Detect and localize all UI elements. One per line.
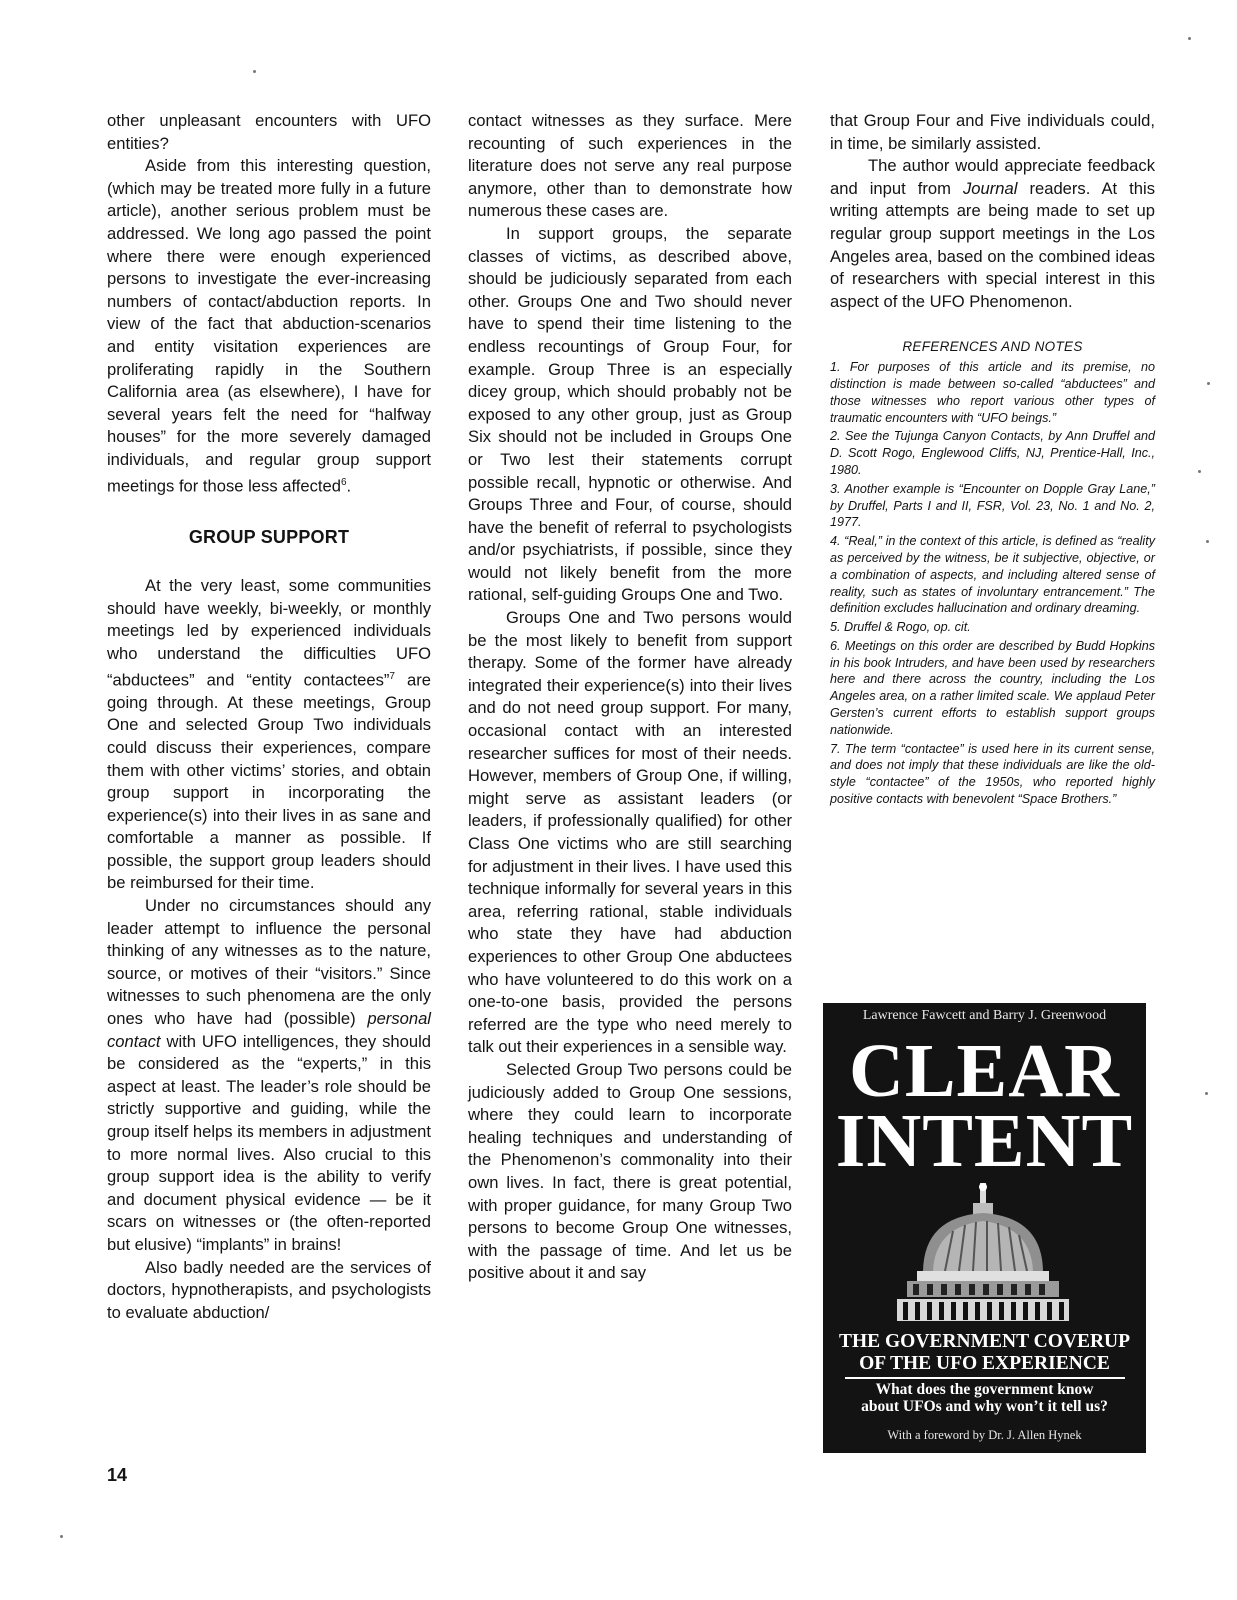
section-heading: GROUP SUPPORT xyxy=(188,526,350,547)
ad-subtitle-line-1: THE GOVERNMENT COVERUP xyxy=(838,1331,1131,1352)
footnote-ref: 7 xyxy=(389,670,395,682)
ad-question-line-1: What does the government know xyxy=(875,1381,1094,1398)
emphasis-text: personal contact xyxy=(107,1009,431,1051)
paragraph-text: with UFO intelligences, they should be considered as the “experts,” in this aspect at least. The leader’s role should be strictly supportive and guiding, while the group itself helps its members in adjustment to more normal lives. Also crucial to this group support idea is the ability to verify and document physical evidence — be it scars on witnesses or (the often-reported but elusive) “implants” in brains! xyxy=(107,1031,431,1254)
reference-item: 4. “Real,” in the context of this article, is defined as “reality as perceived by the witness, be it subjective, objective, or a combination of aspects, and including altered sense of reality, such as states of involuntary entrancement.” The definition excludes hallucination and ordinary dreaming. xyxy=(830,534,1155,616)
reference-item: 7. The term “contactee” is used here in its current sense, and does not imply that these individuals are like the old-style “contactee” of the 1950s, who reported highly positive contacts with benevolent “Space Brothers.” xyxy=(830,741,1155,807)
ad-question xyxy=(823,1381,1146,1415)
reference-item: 2. See the Tujunga Canyon Contacts, by Ann Druffel and D. Scott Rogo, Englewood Cliffs, NJ, Prentice-Hall, Inc., 1980. xyxy=(830,429,1155,477)
footnote-ref: 6 xyxy=(340,476,347,488)
emphasis-text: Journal xyxy=(962,178,1018,198)
ad-title-line-1: CLEAR xyxy=(848,1029,1121,1113)
scan-speck xyxy=(1188,37,1191,40)
reference-item: 6. Meetings on this order are described by Budd Hopkins in his book Intruders, and have been used by researchers here and there across the country, including the Los Angeles area, on a rather limited scale. We applaud Peter Gersten’s current efforts to establish support groups nationwide. xyxy=(830,638,1155,737)
scan-speck xyxy=(60,1535,63,1538)
paragraph: Selected Group Two persons could be judiciously added to Group One sessions, where they could learn to incorporate healing techniques and understanding of the Phenomenon’s commonality into their own lives. In fact, there is great potential, with proper guidance, for many Group Two persons to become Group One witnesses, with the passage of time. And let us be positive about it and say xyxy=(468,1059,792,1283)
ad-subtitle-line-2: OF THE UFO EXPERIENCE xyxy=(859,1353,1110,1374)
paragraph xyxy=(830,155,1155,313)
paragraph-text: readers. At this writing attempts are being made to set up regular group support meetings in the Los Angeles area, based on the combined ideas of researchers with special interest in this aspect of the UFO Phenomenon. xyxy=(830,178,1155,311)
paragraph-text: At the very least, some communities should have weekly, bi-weekly, or monthly meetings led by experienced individuals who understand the difficulties UFO “abductees” and “entity contactees” xyxy=(107,576,431,690)
paragraph: contact witnesses as they surface. Mere recounting of such experiences in the literature does not serve any real purpose anymore, other than to demonstrate how numerous these cases are. xyxy=(468,111,792,221)
book-advertisement xyxy=(823,1003,1146,1453)
article-column-1 xyxy=(107,110,431,1324)
reference-item: 3. Another example is “Encounter on Dopple Gray Lane,” by Druffel, Parts I and II, FSR, Vol. 23, No. 1 and No. 2, 1977. xyxy=(830,481,1155,530)
references-section xyxy=(830,339,1155,808)
reference-item: 1. For purposes of this article and its premise, no distinction is made between so-called “abductees” and those witnesses who report various other types of traumatic encounters with “UFO beings.” xyxy=(830,360,1155,425)
paragraph: Also badly needed are the services of doctors, hypnotherapists, and psychologists to evaluate abduction/ xyxy=(107,1257,431,1322)
paragraph-end: . xyxy=(346,476,352,496)
ad-title-line-2: INTENT xyxy=(835,1099,1134,1183)
ad-foreword: With a foreword by Dr. J. Allen Hynek xyxy=(887,1428,1082,1442)
article-column-3 xyxy=(830,110,1155,810)
scan-speck xyxy=(1198,470,1201,473)
paragraph-text: The author would appreciate feedback and input from xyxy=(830,156,1155,198)
paragraph-text: Aside from this interesting question, (which may be treated more fully in a future article), another serious problem must be addressed. We long ago passed the point where there were enough experienced persons to investigate the ever-increasing numbers of contact/abduction reports. In view of the fact that abduction-scenarios and entity visitation experiences are proliferating rapidly in the Southern California area (as elsewhere), I have for several years felt the need for “halfway houses” for the more severely damaged individuals, and regular group support meetings for those less affected xyxy=(107,156,431,496)
scan-speck xyxy=(1205,1092,1208,1095)
scan-speck xyxy=(253,70,256,73)
ad-authors: Lawrence Fawcett and Barry J. Greenwood xyxy=(862,1008,1107,1023)
paragraph: that Group Four and Five individuals could, in time, be similarly assisted. xyxy=(830,111,1155,153)
article-column-2 xyxy=(468,110,792,1285)
page-number: 14 xyxy=(107,1465,128,1485)
paragraph xyxy=(107,575,431,895)
capitol-dome-image xyxy=(883,1183,1083,1323)
paragraph: In support groups, the separate classes of victims, as described above, should be judiciously separated from each other. Groups One and Two should never have to spend their time listening to the endless recountings of Group Four, for example. Group Three is an especially dicey group, which should probably not be exposed to any other group, just as Group Six should not be included in Groups One or Two lest their statements corrupt possible recall, hypnotic or otherwise. And Groups Three and Four, of course, should have the benefit of referral to psychologists and/or psychiatrists, if possible, since they would not likely benefit from the more rational, self-guiding Groups One and Two. xyxy=(468,223,792,605)
ad-divider xyxy=(845,1377,1125,1379)
paragraph-text: are going through. At these meetings, Group One and selected Group Two individuals could discuss their experiences, compare them with other victims’ stories, and obtain group support in incorporating the experience(s) into their lives in as sane and comfortable a manner as possible. If possible, the support group leaders should be reimbursed for their time. xyxy=(107,670,431,893)
paragraph xyxy=(107,155,431,497)
scan-speck xyxy=(1207,382,1210,385)
scan-speck xyxy=(1206,540,1209,543)
paragraph-text: Under no circumstances should any leader attempt to influence the personal thinking of any witnesses as to the nature, source, or motives of their “visitors.” Since witnesses to such phenomena are the only ones who have had (possible) xyxy=(107,896,431,1029)
reference-item: 5. Druffel & Rogo, op. cit. xyxy=(830,620,971,635)
paragraph: other unpleasant encounters with UFO entities? xyxy=(107,111,431,153)
ad-question-line-2: about UFOs and why won’t it tell us? xyxy=(861,1398,1108,1415)
ad-subtitle xyxy=(823,1331,1146,1375)
references-title: REFERENCES AND NOTES xyxy=(902,339,1083,355)
paragraph: Groups One and Two persons would be the most likely to benefit from support therapy. Some of the former have already integrated their experience(s) into their lives and do not need group support. For many, occasional contact with an interested researcher suffices for most of their needs. However, members of Group One, if willing, might serve as assistant leaders (or leaders, if professionally qualified) for other Class One victims who are still searching for adjustment in their lives. I have used this technique informally for several years in this area, referring rational, stable individuals who state they have had abduction experiences to other Group One abductees who have volunteered to do this work on a one-to-one basis, provided the persons referred are the type who need merely to talk out their experiences in a sensible way. xyxy=(468,608,792,1057)
paragraph xyxy=(107,895,431,1257)
